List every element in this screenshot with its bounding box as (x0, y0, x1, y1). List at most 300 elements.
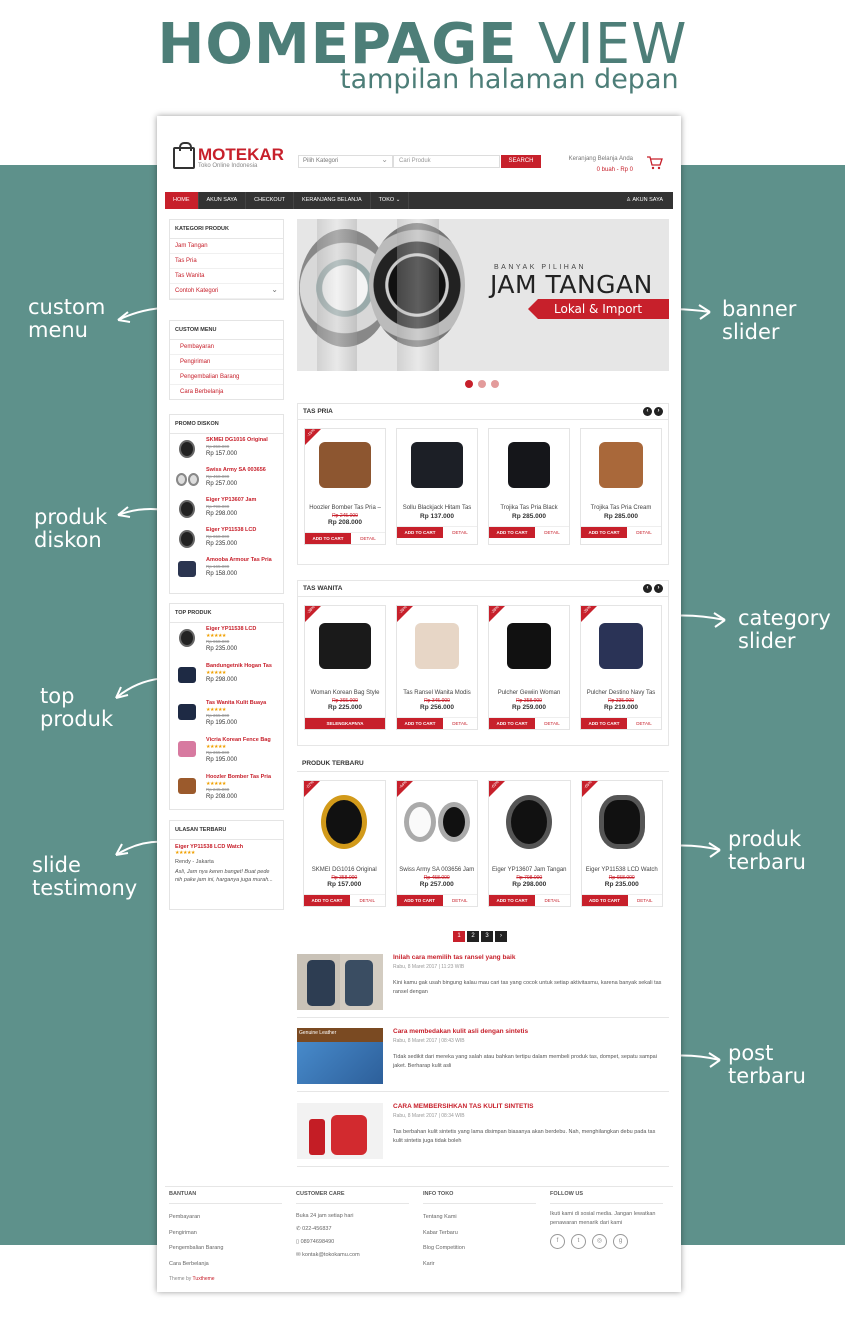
discount-badge-text: -35% (581, 604, 592, 615)
product-card[interactable] (581, 780, 664, 907)
promo-price: Rp 235.000 (206, 541, 238, 547)
card-actions (489, 894, 570, 906)
prev-arrow-icon[interactable]: ‹ (643, 407, 652, 416)
annotation-line: produk (34, 505, 108, 529)
footer-title: BANTUAN (169, 1191, 282, 1204)
care-mobile-row (296, 1236, 419, 1249)
cart-value: 0 buah - Rp 0 (596, 167, 633, 173)
promo-item[interactable] (170, 494, 283, 524)
post-item[interactable] (297, 1028, 669, 1092)
product-old-price: Rp 245.000 (332, 513, 358, 519)
widget-title: ULASAN TERBARU (170, 821, 283, 840)
discount-badge-text: -38% (305, 604, 316, 615)
product-name: Eiger YP11538 LCD Watch (585, 867, 658, 873)
product-price: Rp 298.000 (512, 881, 547, 888)
post-excerpt: Tidak sedikit dari mereka yang salah atau bahkan tertipu dalam membeli produk tas, dompet, sepatu sampai jaket. Berharap kulit asli (393, 1054, 657, 1069)
bag-thumb (178, 778, 196, 794)
post-date: Rabu, 8 Maret 2017 | 08:34 WIB (393, 1113, 465, 1119)
promo-old-price: Rp 458.000 (206, 474, 230, 479)
add-to-cart-button[interactable]: ADD TO CART (489, 718, 535, 729)
annotation-custom-menu (28, 296, 105, 342)
watch-thumb (179, 629, 195, 647)
nav-keranjang[interactable]: KERANJANG BELANJA (294, 192, 371, 209)
promo-price: Rp 158.000 (206, 571, 238, 577)
watch-image (599, 795, 645, 849)
bag-image (415, 623, 459, 669)
footer-link[interactable]: Tentang Kami (423, 1214, 457, 1220)
product-old-price: Rp 345.000 (424, 698, 450, 704)
promo-item[interactable] (170, 524, 283, 554)
footer (165, 1186, 673, 1286)
section-title: PRODUK TERBARU (297, 756, 669, 772)
annotation-line: top (40, 684, 75, 708)
product-name: Pulcher Destino Navy Tas (586, 690, 656, 696)
product-name: Hoozler Bomber Tas Pria – (309, 505, 381, 511)
credit-prefix: Theme by (169, 1276, 192, 1282)
bag-image (319, 442, 371, 488)
product-image (489, 781, 570, 863)
product-price: Rp 285.000 (512, 513, 546, 520)
nav-akun-saya[interactable]: AKUN SAYA (199, 192, 247, 209)
product-card[interactable] (580, 428, 662, 545)
watch-pair-thumb (176, 473, 199, 486)
footer-link[interactable]: Pengembalian Barang (169, 1245, 224, 1251)
detail-button[interactable]: DETAIL (637, 898, 653, 903)
annotation-line: produk (728, 827, 802, 851)
social-links (550, 1234, 673, 1249)
hero-subtitle: tampilan halaman depan (340, 64, 679, 95)
care-mobile: 08974698490 (300, 1239, 335, 1245)
card-actions (397, 894, 478, 906)
promo-diskon-widget (169, 414, 284, 594)
footer-link[interactable]: Blog Competition (423, 1245, 465, 1251)
add-to-cart-button[interactable]: ADD TO CART (489, 527, 535, 538)
post-date: Rabu, 8 Maret 2017 | 08:43 WIB (393, 1038, 465, 1044)
product-image (305, 429, 385, 501)
footer-link[interactable]: Pengiriman (169, 1229, 197, 1236)
store-homepage (157, 116, 681, 1292)
footer-title: INFO TOKO (423, 1191, 536, 1204)
product-card[interactable] (580, 605, 662, 730)
nav-toko-label: TOKO (378, 197, 395, 203)
top-item[interactable] (170, 771, 283, 808)
annotation-line: post (728, 1041, 774, 1065)
watch-image (404, 802, 436, 842)
post-image-label: Genuine Leather (297, 1028, 383, 1042)
product-row (298, 597, 668, 736)
email-icon: ✉ (296, 1252, 301, 1258)
post-excerpt: Tas berbahan kulit sintetis yang lama disimpan biasanya akan berdebu. Nah, menghilangkan debu pada tas kulit sintetis juga tidak boleh (393, 1129, 656, 1144)
product-image (489, 429, 569, 501)
bag-thumb (178, 667, 196, 683)
hero-title-bold: HOMEPAGE (157, 12, 518, 77)
banner-slider[interactable] (297, 219, 669, 371)
footer-follow-us (546, 1191, 673, 1286)
kategori-link[interactable]: Contoh Kategori ⌄ (170, 284, 283, 299)
promo-name: Eiger YP13607 Jam (206, 497, 257, 503)
add-to-cart-button[interactable]: ADD TO CART (397, 718, 443, 729)
product-image (581, 606, 661, 686)
top-name: Tas Wanita Kulit Buaya (206, 700, 267, 706)
product-price: Rp 257.000 (419, 881, 454, 888)
main-nav (165, 192, 673, 209)
card-actions (582, 894, 663, 906)
annotation-produk-diskon (34, 506, 107, 552)
bag-image (508, 442, 550, 488)
detail-button[interactable]: DETAIL (544, 721, 560, 726)
top-item[interactable] (170, 660, 283, 697)
care-email-row (296, 1249, 419, 1262)
watch-image (506, 795, 552, 849)
product-name: Eiger YP13607 Jam Tangan (492, 867, 567, 873)
detail-button[interactable]: DETAIL (452, 898, 468, 903)
cart-icon[interactable] (647, 156, 663, 170)
product-thumb (174, 626, 200, 650)
cart-label: Keranjang Belanja Anda (568, 156, 633, 162)
product-image (489, 606, 569, 686)
add-to-cart-button[interactable]: ADD TO CART (305, 533, 351, 544)
annotation-line: menu (28, 318, 88, 342)
annotation-line: slider (738, 629, 796, 653)
top-old-price: Rp 365.000 (206, 713, 230, 718)
top-price: Rp 195.000 (206, 720, 238, 726)
nav-toko[interactable] (371, 192, 410, 209)
top-price: Rp 298.000 (206, 677, 238, 683)
product-price: Rp 157.000 (327, 881, 362, 888)
promo-item[interactable] (170, 464, 283, 494)
product-price: Rp 137.000 (420, 513, 454, 520)
add-to-cart-button[interactable]: ADD TO CART (581, 527, 627, 538)
bag-image (411, 442, 463, 488)
footer-bantuan (165, 1191, 292, 1286)
product-card[interactable] (488, 605, 570, 730)
product-card[interactable] (396, 428, 478, 545)
watch-thumb (179, 440, 195, 458)
card-actions (397, 526, 477, 538)
product-card[interactable] (396, 780, 479, 907)
product-thumb (174, 663, 200, 687)
top-name: Hoozler Bomber Tas Pria (206, 774, 271, 780)
kategori-link[interactable]: Jam Tangan (170, 239, 283, 254)
annotation-line: terbaru (728, 850, 806, 874)
discount-badge-text: -44% (397, 779, 408, 790)
detail-button[interactable]: DETAIL (360, 536, 376, 541)
post-image (297, 954, 383, 1010)
detail-button[interactable]: DETAIL (452, 721, 468, 726)
add-to-cart-button[interactable]: ADD TO CART (397, 895, 443, 906)
top-produk-widget (169, 603, 284, 810)
watch-thumb (179, 530, 195, 548)
product-old-price: Rp 798.000 (516, 875, 543, 881)
promo-item[interactable] (170, 554, 283, 584)
backpack-image (345, 960, 373, 1006)
next-arrow-icon[interactable]: › (654, 584, 663, 593)
bag-thumb (178, 561, 196, 577)
product-price: Rp 285.000 (604, 513, 638, 520)
custom-menu-widget (169, 320, 284, 400)
product-row (297, 772, 669, 913)
nav-account-label: AKUN SAYA (632, 197, 663, 203)
product-card[interactable] (396, 605, 478, 730)
annotation-top-produk (40, 685, 113, 731)
detail-button[interactable]: DETAIL (359, 898, 375, 903)
product-card[interactable] (304, 605, 386, 730)
shopping-bag-icon (173, 147, 195, 169)
top-old-price: Rp 245.000 (206, 787, 230, 792)
bag-image (599, 623, 643, 669)
rating-stars-icon: ★★★★★ (175, 850, 195, 856)
promo-name: Amooba Armour Tas Pria (206, 557, 272, 563)
annotation-line: category (738, 606, 831, 630)
product-card[interactable] (304, 428, 386, 545)
phone-icon: ✆ (296, 1226, 301, 1232)
detail-button[interactable]: DETAIL (544, 530, 560, 535)
banner-title: JAM TANGAN (490, 270, 653, 299)
footer-customer-care (292, 1191, 419, 1286)
top-item[interactable] (170, 697, 283, 734)
product-thumb (174, 467, 200, 491)
annotation-line: diskon (34, 528, 102, 552)
add-to-cart-button[interactable]: ADD TO CART (397, 527, 443, 538)
product-old-price: Rp 365.000 (332, 698, 358, 704)
care-hours: Buka 24 jam setiap hari (296, 1213, 354, 1219)
post-title[interactable]: Cara membedakan kulit asli dengan sintetis (393, 1028, 529, 1035)
detail-button[interactable]: DETAIL (452, 530, 468, 535)
search-button[interactable]: SEARCH (501, 155, 541, 168)
section-title-text: TAS PRIA (303, 408, 333, 415)
product-thumb (174, 497, 200, 521)
add-to-cart-button[interactable]: ADD TO CART (582, 895, 628, 906)
post-title[interactable]: CARA MEMBERSIHKAN TAS KULIT SINTETIS (393, 1103, 534, 1110)
search-input[interactable]: Cari Produk (393, 155, 500, 168)
watch-image (321, 795, 367, 849)
section-title (298, 404, 668, 420)
bag-image (319, 623, 371, 669)
post-item[interactable] (297, 954, 669, 1018)
footer-link[interactable]: Cara Berbelanja (169, 1260, 209, 1267)
promo-price: Rp 157.000 (206, 451, 238, 457)
detail-button[interactable]: DETAIL (636, 721, 652, 726)
footer-link[interactable]: Karir (423, 1260, 435, 1267)
top-price: Rp 208.000 (206, 794, 238, 800)
care-phone: 022-456837 (302, 1226, 332, 1232)
hero-title-light: VIEW (537, 12, 688, 77)
product-name: Swiss Army SA 003656 Jam (399, 867, 475, 873)
bag-thumb (178, 704, 196, 720)
testimony-product[interactable]: Eiger YP11538 LCD Watch (175, 844, 244, 850)
product-card[interactable] (303, 780, 386, 907)
rating-stars-icon: ★★★★★ (206, 633, 226, 639)
top-item[interactable] (170, 623, 283, 660)
care-email[interactable]: kontak@tokokamu.com (302, 1252, 360, 1258)
bag-image (599, 442, 643, 488)
card-actions (489, 717, 569, 729)
footer-title: FOLLOW US (550, 1191, 663, 1204)
selengkapnya-button[interactable]: SELENGKAPNYA (305, 718, 385, 729)
product-card[interactable] (488, 428, 570, 545)
annotation-post-terbaru (728, 1042, 806, 1088)
custom-menu-link[interactable]: Cara Berbelanja (180, 389, 224, 395)
card-actions (305, 717, 385, 729)
annotation-line: banner (722, 297, 797, 321)
bag-image (507, 623, 551, 669)
slide-dot[interactable] (491, 380, 499, 388)
logo[interactable] (173, 146, 284, 169)
slider-arrows (643, 407, 663, 416)
prev-arrow-icon[interactable]: ‹ (643, 584, 652, 593)
product-image (581, 429, 661, 501)
product-thumb (174, 437, 200, 461)
discount-badge-text: -28% (489, 604, 500, 615)
discount-badge-text: -65% (582, 779, 593, 790)
footer-title: CUSTOMER CARE (296, 1191, 409, 1204)
annotation-line: slider (722, 320, 780, 344)
discount-badge-text: -15% (305, 427, 316, 438)
next-arrow-icon[interactable]: › (654, 407, 663, 416)
bag-image (309, 1119, 325, 1155)
product-image (397, 781, 478, 863)
slide-dot[interactable] (465, 380, 473, 388)
post-date: Rabu, 8 Maret 2017 | 11:23 WIB (393, 964, 465, 970)
product-thumb (174, 737, 200, 761)
nav-checkout[interactable]: CHECKOUT (246, 192, 294, 209)
top-name: Bandungetnik Hogan Tas (206, 663, 272, 669)
nav-account[interactable] (626, 192, 673, 209)
footer-link[interactable]: Pembayaran (169, 1214, 201, 1220)
promo-item[interactable] (170, 434, 283, 464)
top-price: Rp 195.000 (206, 757, 238, 763)
product-image (582, 781, 663, 863)
pagination (453, 931, 507, 942)
rating-stars-icon: ★★★★★ (206, 670, 226, 676)
promo-old-price: Rp 358.000 (206, 444, 230, 449)
top-item[interactable] (170, 734, 283, 771)
page-button[interactable]: 3 (481, 931, 493, 942)
detail-button[interactable]: DETAIL (544, 898, 560, 903)
footer-link[interactable]: Kabar Terbaru (423, 1229, 458, 1236)
tas-pria-section (297, 403, 669, 565)
product-name: Trojika Tas Pria Black (500, 505, 558, 511)
add-to-cart-button[interactable]: ADD TO CART (581, 718, 627, 729)
product-image (397, 429, 477, 501)
category-select[interactable]: Pilih Kategori ⌄ (298, 155, 393, 168)
custom-menu-link[interactable]: Pengiriman (170, 355, 283, 370)
user-icon: ♙ (626, 197, 632, 203)
add-to-cart-button[interactable]: ADD TO CART (489, 895, 535, 906)
page-button[interactable]: 2 (467, 931, 479, 942)
watch-image (438, 802, 470, 842)
slide-dot[interactable] (478, 380, 486, 388)
ulasan-terbaru-widget (169, 820, 284, 910)
product-card[interactable] (488, 780, 571, 907)
card-actions (581, 717, 661, 729)
custom-menu-link[interactable]: Pembayaran (170, 340, 283, 355)
top-price: Rp 235.000 (206, 646, 238, 652)
theme-credit (169, 1276, 215, 1282)
page-button[interactable]: 1 (453, 931, 465, 942)
annotation-line: terbaru (728, 1064, 806, 1088)
product-price: Rp 225.000 (328, 704, 362, 711)
rating-stars-icon: ★★★★★ (206, 781, 226, 787)
product-old-price: Rp 358.000 (331, 875, 358, 881)
promo-price: Rp 298.000 (206, 511, 238, 517)
promo-old-price: Rp 798.000 (206, 504, 230, 509)
testimony-author: Rendy - Jakarta (175, 859, 214, 865)
product-image (304, 781, 385, 863)
top-name: Vicria Korean Fence Bag (206, 737, 271, 743)
watch-strap-image (397, 219, 439, 371)
card-actions (305, 532, 385, 544)
card-actions (304, 894, 385, 906)
testimony-text: Asli, Jam nya keren banget! Buat pede nih pake jam ini, harganya juga murah... (175, 869, 273, 883)
twitter-icon[interactable]: t (571, 1234, 586, 1249)
top-old-price: Rp 365.000 (206, 750, 230, 755)
add-to-cart-button[interactable]: ADD TO CART (304, 895, 350, 906)
widget-title: PROMO DISKON (170, 415, 283, 434)
chevron-down-icon: ⌄ (395, 197, 401, 203)
post-item[interactable] (297, 1103, 669, 1167)
widget-title: CUSTOM MENU (170, 321, 283, 340)
detail-button[interactable]: DETAIL (636, 530, 652, 535)
banner-tag: Lokal & Import (538, 299, 669, 319)
rating-stars-icon: ★★★★★ (206, 744, 226, 750)
product-name: Pulcher Gewiin Woman (497, 690, 561, 696)
product-price: Rp 208.000 (328, 519, 362, 526)
next-page-icon[interactable]: › (495, 931, 507, 942)
bag-image (331, 1115, 367, 1155)
section-title (298, 581, 668, 597)
facebook-icon[interactable]: f (550, 1234, 565, 1249)
discount-badge-text: -63% (489, 779, 500, 790)
product-image (305, 606, 385, 686)
bag-thumb (178, 741, 196, 757)
card-actions (581, 526, 661, 538)
produk-terbaru-section (297, 756, 669, 926)
banner-pretitle: BANYAK PILIHAN (494, 264, 587, 271)
product-name: SKMEI DG1016 Original (311, 867, 377, 873)
backpack-image (307, 960, 335, 1006)
promo-name: SKMEI DG1016 Original (206, 437, 268, 443)
post-title[interactable]: Inilah cara memilih tas ransel yang baik (393, 954, 516, 961)
product-old-price: Rp 458.000 (423, 875, 450, 881)
product-price: Rp 259.000 (512, 704, 546, 711)
custom-menu-link[interactable]: Pengembalian Barang (170, 370, 283, 385)
promo-price: Rp 257.000 (206, 481, 238, 487)
kategori-link[interactable]: Tas Pria (170, 254, 283, 269)
annotation-line: custom (28, 295, 106, 319)
watch-strap-image (317, 219, 357, 371)
promo-name: Swiss Army SA 003656 (206, 467, 266, 473)
product-name: Trojika Tas Pria Cream (590, 505, 652, 511)
logo-tagline: Toko Online Indonesia (198, 163, 258, 169)
nav-home[interactable]: HOME (165, 192, 199, 209)
promo-name: Eiger YP11538 LCD (206, 527, 257, 533)
rating-stars-icon: ★★★★★ (206, 707, 226, 713)
annotation-category-slider (738, 607, 831, 653)
annotation-line: slide (32, 853, 81, 877)
cart-summary[interactable] (557, 154, 633, 176)
top-old-price: Rp 658.000 (206, 639, 230, 644)
kategori-link[interactable]: Tas Wanita (170, 269, 283, 284)
product-thumb (174, 527, 200, 551)
tas-wanita-section (297, 580, 669, 746)
annotation-line: produk (40, 707, 114, 731)
google-plus-icon[interactable]: g (613, 1234, 628, 1249)
logo-name: MOTEKAR (198, 145, 284, 164)
credit-link[interactable]: Tuxtheme (192, 1276, 215, 1282)
instagram-icon[interactable]: ◎ (592, 1234, 607, 1249)
card-actions (489, 526, 569, 538)
